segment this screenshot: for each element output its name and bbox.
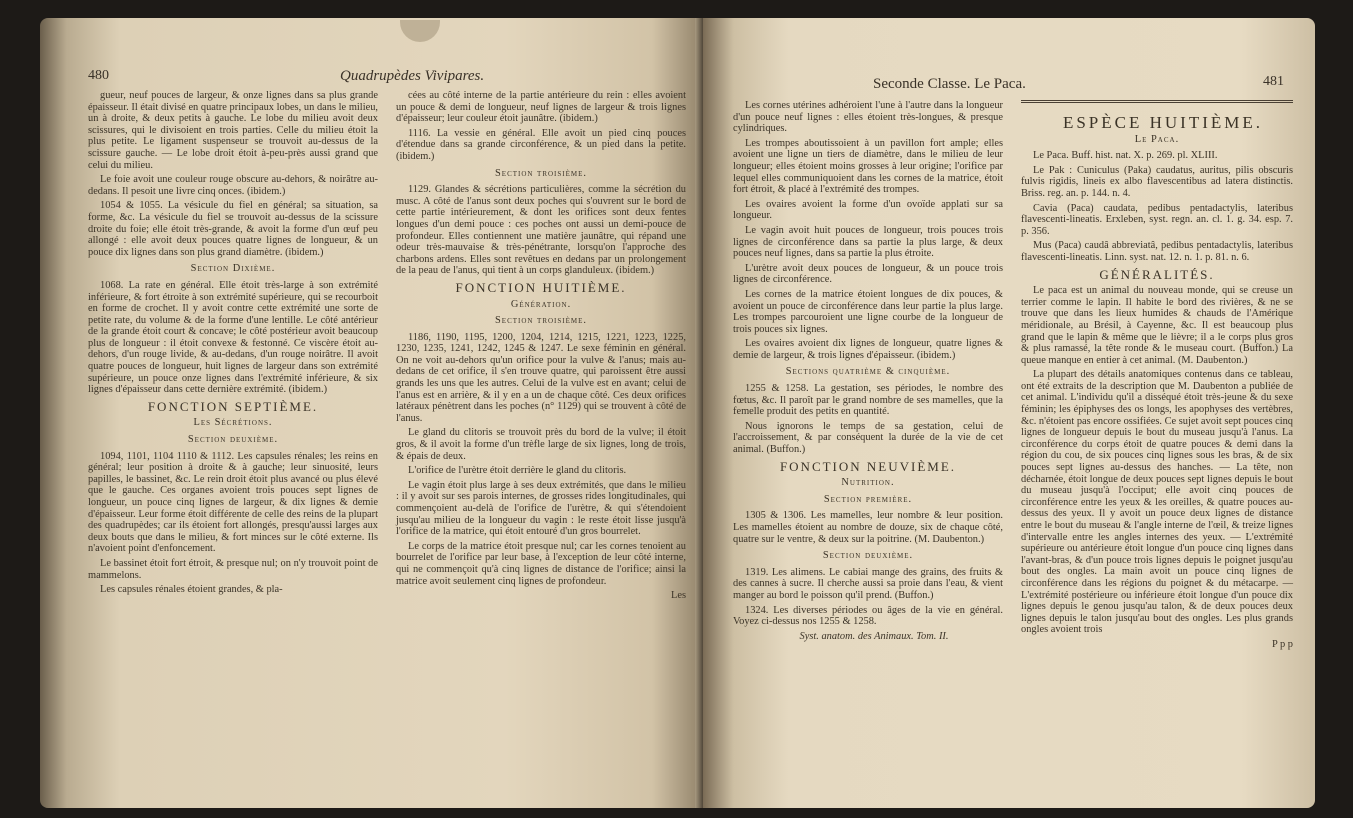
section-heading: Section Dixième. bbox=[190, 263, 276, 275]
paragraph: Les capsules rénales étoient grandes, & pla- bbox=[100, 584, 283, 596]
paragraph: Le Pak : Cuniculus (Paka) caudatus, auritus, pilis obscuris fulvis rigidis, lineis ex albo flavescentibus ad latera distinctis. Briss. reg. an. p. 144. n. 4. bbox=[1021, 164, 1293, 199]
left-page bbox=[40, 18, 705, 808]
paragraph: Les ovaires avoient dix lignes de longueur, quatre lignes & demie de largeur, & trois lignes d'épaisseur. (ibidem.) bbox=[733, 338, 1003, 361]
function-heading: GÉNÉRALITÉS. bbox=[1099, 266, 1215, 282]
left-running-head: Quadrupèdes Vivipares. bbox=[340, 68, 485, 84]
section-heading: Les Sécrétions. bbox=[193, 417, 273, 429]
paragraph: Les cornes de la matrice étoient longues de dix pouces, & avoient un pouce de circonférence dans leur partie la plus large. Les trompes parcouroient une ligne courbe de la longueur de trois pouces six lignes. bbox=[733, 288, 1003, 335]
paragraph: Le bassinet étoit fort étroit, & presque nul; on n'y trouvoit point de mammelons. bbox=[88, 557, 378, 581]
paragraph: Le vagin étoit plus large à ses deux extrémités, que dans le milieu : il y avoit sur ses parois internes, de grosses rides longitudinales, qui commençoient au-delà de l'orifice de l'urètre, & qui s'étendoient jusqu'au milieu de la longueur du vagin : le reste étoit lisse jusqu'à l'orifice de la matrice, qui étoit entouré d'un gros bourrelet. bbox=[396, 479, 686, 538]
paragraph: 1094, 1101, 1104 1110 & 1112. Les capsules rénales; les reins en général; leur position à droite & à gauche; leur sinuosité, leurs papilles, le bassinet, &c. Le rein droit étoit plus avancé ou plus élevé que le gauche. Ces organes avoient trois pouces sept lignes de longueur, un pouce cinq lignes de largeur, & dix lignes & demie d'épaisseur. Leur forme étoit différente de celle des reins de la plupart des quadrupèdes; car ils étoient fort allongés, presqu'aussi larges aux deux bouts que dans le milieu, & fort minces sur le côté externe. Ils n'avoient point d'enfoncement. bbox=[88, 450, 378, 555]
paragraph: L'orifice de l'urètre étoit derrière le gland du clitoris. bbox=[408, 465, 627, 477]
paragraph: 1319. Les alimens. Le cabiai mange des grains, des fruits & des cannes à sucre. Il cherche aussi sa proie dans l'eau, & vient manger au bord le poisson qu'il prend. (Buffon.) bbox=[733, 566, 1003, 601]
right-column-2 bbox=[1021, 100, 1293, 654]
paragraph: 1068. La rate en général. Elle étoit très-large à son extrémité inférieure, & fort étroite à son extrémité supérieure, qui se recourboit en forme de crochet. Il y avoit contre cette extrémité une sorte de petite rate, du volume & de la forme d'une lentille. Le côté antérieur de la grande étoit court & concave; le côté postérieur avoit beaucoup plus de longueur : il étoit convexe & festonné. Ce viscère étoit au-dehors, d'un rouge livide, & au-dedans, d'un rouge noirâtre. Il avoit quatre pouces de longueur, huit lignes de largeur dans son extrémité supérieure, un pouce onze lignes dans l'extrémité inférieure, & six lignes d'épaisseur dans cette dernière extrémité. (ibidem.) bbox=[88, 279, 378, 396]
function-heading: FONCTION NEUVIÈME. bbox=[779, 458, 957, 474]
paragraph: Le foie avoit une couleur rouge obscure au-dehors, & noirâtre au-dedans. Il pesoit une livre cinq onces. (ibidem.) bbox=[88, 174, 378, 197]
paragraph: cées au côté interne de la partie antérieure du rein : elles avoient un pouce & demi de longueur, neuf lignes de largeur & trois lignes d'épaisseur; leur couleur étoit jaunâtre. (ibidem.) bbox=[396, 90, 686, 125]
paragraph: 1116. La vessie en général. Elle avoit un pied cinq pouces d'étendue dans sa grande circonférence, & un pied dans la petite. (ibidem.) bbox=[396, 127, 686, 162]
paragraph: Le gland du clitoris se trouvoit près du bord de la vulve; il étoit gros, & il avoit la forme d'un trèfle large de six lignes, long de trois, & épais de deux. bbox=[396, 427, 686, 462]
section-heading: Section troisième. bbox=[495, 315, 587, 327]
left-page-number: 480 bbox=[88, 68, 109, 83]
paragraph: 1305 & 1306. Les mamelles, leur nombre & leur position. Les mamelles étoient au nombre de douze, six de chaque côté, quatre sur le ventre, & deux sur la poitrine. (M. Daubenton.) bbox=[733, 510, 1003, 545]
paragraph: 1054 & 1055. La vésicule du fiel en général; sa situation, sa forme, &c. La vésicule du fiel se trouvoit au-dessus de la scissure droite du foie; elle étoit très-grande, & avoit la forme d'un œuf peu allongé : elle avoit deux pouces quatre lignes de longueur, & un pouce dix lignes dans son plus grand diamètre. (ibidem.) bbox=[88, 200, 378, 258]
section-heading: Section troisième. bbox=[495, 167, 587, 179]
right-column-1 bbox=[733, 100, 1003, 645]
paragraph: gueur, neuf pouces de largeur, & onze lignes dans sa plus grande épaisseur. Il était divisé en quatre principaux lobes, un dans le milieu, un à droite, & deux petits à gauche. Le lobe du milieu avoit deux scissures, qui le divisoient en trois parties. Celle du milieu étoit la plus petite. Le ligament suspenseur se trouvoit au-dessus de la scissure gauche. — Le lobe droit étoit à-peu-près aussi grand que celui du milieu. bbox=[88, 90, 378, 171]
function-heading: FONCTION HUITIÈME. bbox=[455, 279, 627, 295]
section-heading: Section deuxième. bbox=[822, 550, 914, 562]
paragraph: Mus (Paca) caudâ abbreviatâ, pedibus pentadactylis, lateribus flavescenti-lineatis. Linn. syst. nat. 12. n. 1. p. 81. n. 6. bbox=[1021, 240, 1293, 263]
paragraph: Nous ignorons le temps de sa gestation, celui de l'accroissement, & par conséquent la durée de la vie de cet animal. (Buffon.) bbox=[733, 420, 1003, 456]
section-heading: Nutrition. bbox=[841, 477, 895, 489]
right-page-number: 481 bbox=[1263, 74, 1284, 89]
section-heading: Section deuxième. bbox=[187, 434, 279, 446]
section-heading: Le Paca. bbox=[1134, 133, 1180, 145]
right-page bbox=[703, 18, 1315, 808]
paragraph: La plupart des détails anatomiques contenus dans ce tableau, ont été extraits de la description que M. Daubenton a publiée de cet animal. L'individu qu'il a disséqué étoit très-jeune & du sexe féminin; les épiphyses des os longs, les apophyses des vertèbres, &c. n'étoient pas encore ossifiées. Ce sujet avoit sept pouces cinq lignes de longueur depuis le bout du museau jusqu'à l'anus. La circonférence du corps étoit de quatre pouces & demi dans la région du cou, de six pouces cinq lignes sous les bras, & de six pouces sept lignes au-dessus des hanches. — La tête, non décharnée, étoit longue de deux pouces sept lignes depuis le bout du museau jusqu'à l'occiput; elle avoit cinq pouces de circonférence entre les yeux & les oreilles, & quatre pouces au-dessus des yeux. Il y avoit un pouce deux lignes de distance entre le bout du museau & l'angle interne de l'œil, & treize lignes d'intervalle entre les angles internes des yeux. — L'extrémité supérieure ou antérieure étoit longue d'un pouce cinq lignes dans l'avant-bras, & d'un pouce trois lignes depuis le poignet jusqu'au bout des ongles. La main avoit un pouce cinq lignes de circonférence dans les régions du poignet & du métacarpe. — L'extrémité postérieure ou inférieure étoit longue d'un pouce dix lignes depuis le genou jusqu'au talon, & de deux pouces deux lignes depuis le talon jusqu'au bout des ongles. Les plus grands ongles avoient trois bbox=[1021, 369, 1293, 636]
function-heading: FONCTION SEPTIÈME. bbox=[147, 398, 319, 414]
paragraph: Cavia (Paca) caudata, pedibus pentadactylis, lateribus flavescenti-lineatis. Erxleben, syst. regn. an. cl. 1. g. 34. esp. 7. p. 356. bbox=[1021, 202, 1293, 237]
section-heading: Section première. bbox=[823, 493, 913, 505]
section-heading: Génération. bbox=[510, 298, 572, 310]
paragraph: 1324. Les diverses périodes ou âges de la vie en général. Voyez ci-dessus nos 1255 & 1258. bbox=[733, 604, 1003, 628]
paragraph: 1129. Glandes & sécrétions particulières, comme la sécrétion du musc. A côté de l'anus sont deux poches qui s'ouvrent sur le bord de cette partie intérieurement, & dont les orifices sont deux fentes longues d'un demi pouce : ces poches ont aussi un demi-pouce de profondeur. Elles contiennent une matière jaunâtre, qui répand une odeur très-mauvaise & très-pénétrante, lorsqu'on l'approche des charbons ardens. Elles sont revêtues en dedans par un prolongement de la peau de l'anus, qui tient à un corps glanduleux. (ibidem.) bbox=[396, 184, 686, 277]
paragraph: L'urètre avoit deux pouces de longueur, & un pouce trois lignes de circonférence. bbox=[733, 262, 1003, 286]
catchword: Les bbox=[670, 590, 686, 602]
catchword: P p p bbox=[1272, 638, 1293, 650]
paragraph: Le vagin avoit huit pouces de longueur, trois pouces trois lignes de circonférence dans sa partie la plus large, & deux pouces neuf lignes, dans sa partie la plus étroite. bbox=[733, 224, 1003, 260]
paragraph: Le corps de la matrice étoit presque nul; car les cornes tenoient au bourrelet de l'orifice par leur base, à l'exception de leur côté interne, qui ne commençoit qu'à cinq lignes de distance de l'orifice; ainsi la matrice avoit seulement cinq lignes de profondeur. bbox=[396, 540, 686, 587]
paragraph: Le Paca. Buff. hist. nat. X. p. 269. pl. XLIII. bbox=[1033, 150, 1218, 162]
paragraph: Les trompes aboutissoient à un pavillon fort ample; elles avoient une ligne un tiers de diamètre, dans le milieu de leur longueur; elles étoient moins grosses à leur origine; l'orifice par lequel elles communiquoient dans les cornes de la matrice, étoit fort étroit, & placé à l'extrémité des trompes. bbox=[733, 137, 1003, 196]
double-rule bbox=[1021, 100, 1293, 107]
page-notch bbox=[400, 20, 440, 42]
signature-line: Syst. anatom. des Animaux. Tom. II. bbox=[799, 630, 949, 642]
paragraph: Les ovaires avoient la forme d'un ovoïde applati sur sa longueur. bbox=[733, 198, 1003, 222]
paragraph: 1186, 1190, 1195, 1200, 1204, 1214, 1215, 1221, 1223, 1225, 1230, 1235, 1241, 1242, 1245 & 1247. Le sexe féminin en général. On ne voit au-dehors qu'un orifice pour la vulve & l'anus; mais au-dedans de cet orifice, il s'en trouve quatre, qui paroissent être aussi grands les uns que les autres. Celui de la vulve est en avant; celui de l'anus est en arrière, & il y en a un de chaque côté. Ces deux orifices latéraux pénètrent dans les poches (n° 1129) qui se trouvent à côté de l'anus. bbox=[396, 331, 686, 424]
section-heading: Sections quatrième & cinquième. bbox=[785, 366, 951, 378]
left-column-1 bbox=[88, 90, 378, 599]
species-title: ESPÈCE HUITIÈME. bbox=[1062, 113, 1264, 132]
right-running-head: Seconde Classe. Le Paca. bbox=[873, 76, 1026, 92]
left-column-2 bbox=[396, 90, 686, 605]
paragraph: Le paca est un animal du nouveau monde, qui se creuse un terrier comme le lapin. Il habite le bord des rivières, & ne se trouve que dans les lieux humides & chauds de l'Amérique méridionale, au Brésil, à Cayenne, &c. Il est beaucoup plus grand que le lapin & même que le lièvre; il a le corps plus gros & plus ramassé, la tête ronde & le museau court. (Buffon.) La queue manque en entier à cet animal. (M. Daubenton.) bbox=[1021, 285, 1293, 366]
paragraph: Les cornes utérines adhéroient l'une à l'autre dans la longueur d'un pouce neuf lignes : elles étoient très-longues, & presque cylindriques. bbox=[733, 100, 1003, 135]
paragraph: 1255 & 1258. La gestation, ses périodes, le nombre des fœtus, &c. Il paroît par le grand nombre de ses mamelles, que la femelle produit des petits en quantité. bbox=[733, 383, 1003, 418]
